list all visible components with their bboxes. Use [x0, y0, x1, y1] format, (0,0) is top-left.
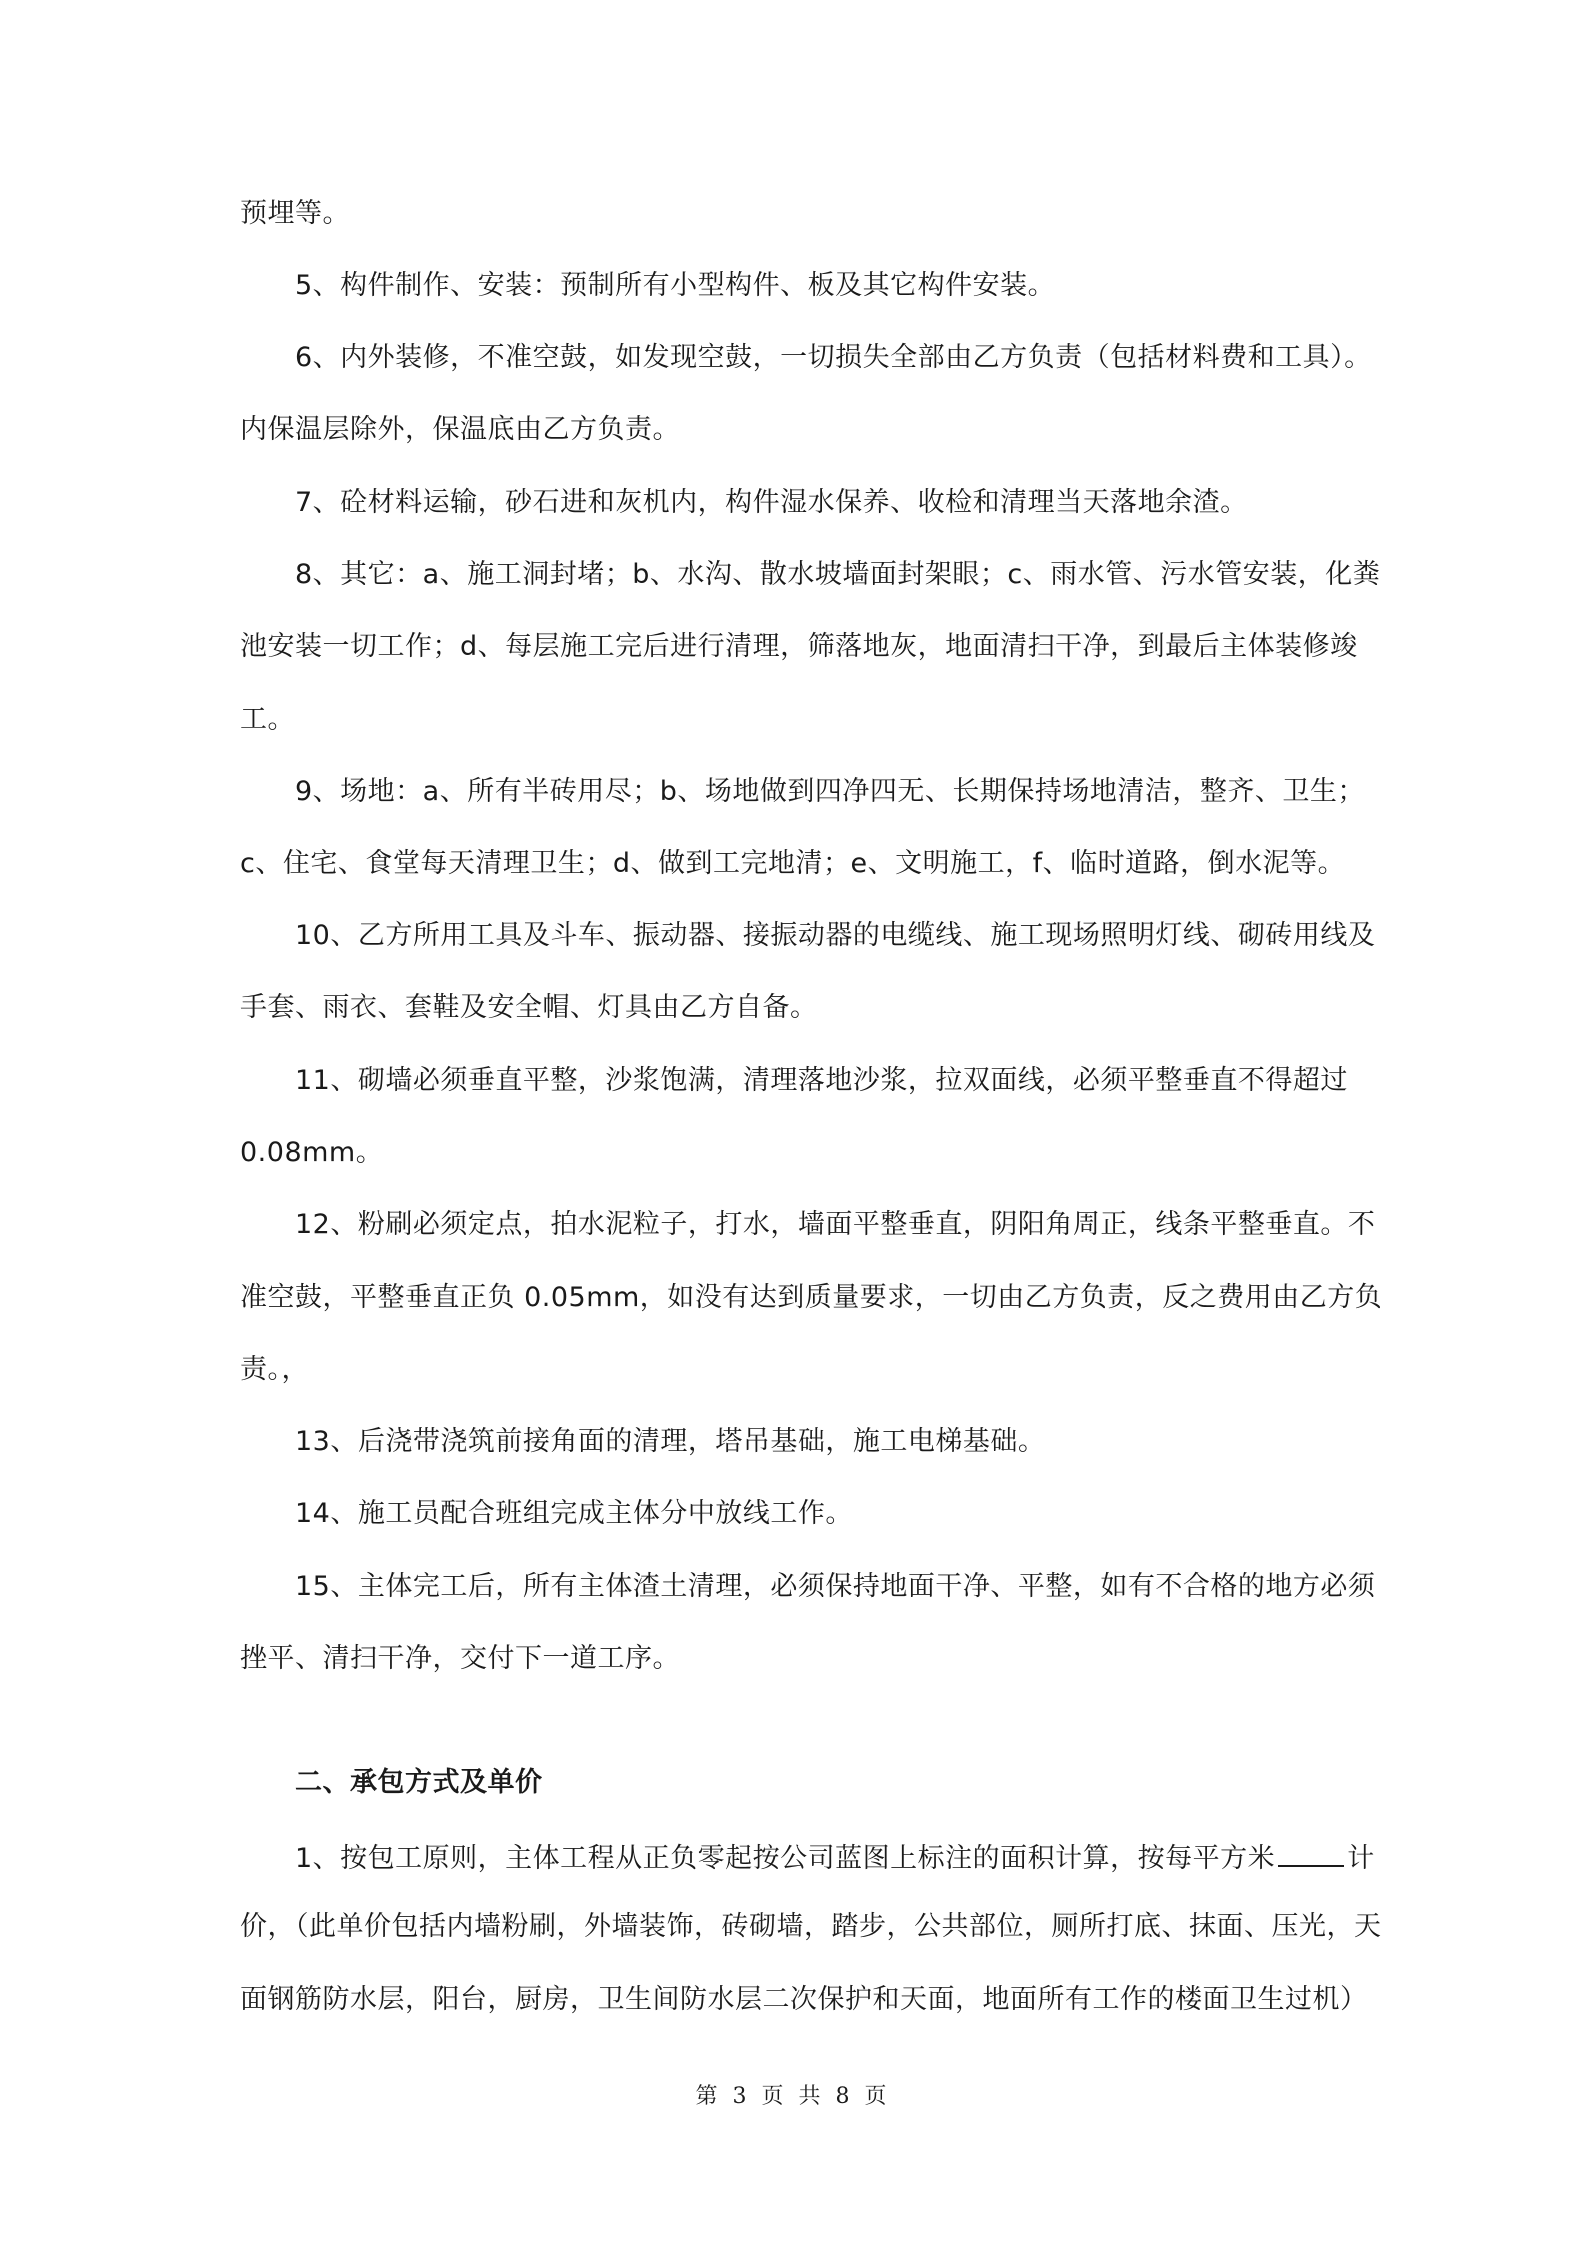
text-line: 10、乙方所用工具及斗车、振动器、接振动器的电缆线、施工现场照明灯线、砌砖用线及 [295, 920, 1376, 951]
text-line: 15、主体完工后，所有主体渣土清理，必须保持地面干净、平整，如有不合格的地方必须 [295, 1571, 1376, 1602]
text-line: 7、砼材料运输，砂石进和灰机内，构件湿水保养、收检和清理当天落地余渣。 [295, 487, 1248, 518]
page-footer: 第 3 页 共 8 页 [695, 2084, 891, 2109]
text-line: 挫平、清扫干净，交付下一道工序。 [240, 1643, 680, 1674]
text-line: 价，（此单价包括内墙粉刷，外墙装饰，砖砌墙，踏步，公共部位，厕所打底、抹面、压光，天 [240, 1911, 1382, 1942]
price-blank-field [1278, 1835, 1344, 1867]
text-line: 9、场地：a、所有半砖用尽；b、场地做到四净四无、长期保持场地清洁，整齐、卫生； [295, 776, 1365, 807]
text-line: 13、后浇带浇筑前接角面的清理，塔吊基础，施工电梯基础。 [295, 1426, 1046, 1457]
text-line: 0.08mm。 [240, 1137, 384, 1168]
text-line: 预埋等。 [240, 198, 350, 229]
pricing-line [295, 1835, 1375, 1879]
text-line: c、住宅、食堂每天清理卫生；d、做到工完地清；e、文明施工，f、临时道路，倒水泥等。 [240, 848, 1346, 879]
text-line: 手套、雨衣、套鞋及安全帽、灯具由乙方自备。 [240, 992, 818, 1023]
text-line: 责。， [240, 1354, 309, 1385]
text-line: 内保温层除外，保温底由乙方负责。 [240, 414, 680, 445]
text-line: 面钢筋防水层，阳台，厨房，卫生间防水层二次保护和天面，地面所有工作的楼面卫生过机） [240, 1984, 1368, 2015]
pricing-text-after: 计 [1347, 1843, 1375, 1874]
text-line: 8、其它：a、施工洞封堵；b、水沟、散水坡墙面封架眼；c、雨水管、污水管安装，化粪 [295, 559, 1381, 590]
text-line: 6、内外装修，不准空鼓，如发现空鼓，一切损失全部由乙方负责（包括材料费和工具）。 [295, 342, 1372, 373]
text-line: 工。 [240, 704, 295, 735]
text-line: 14、施工员配合班组完成主体分中放线工作。 [295, 1498, 853, 1529]
section-heading: 二、承包方式及单价 [295, 1767, 543, 1798]
text-line: 12、粉刷必须定点，拍水泥粒子，打水，墙面平整垂直，阴阳角周正，线条平整垂直。不 [295, 1209, 1376, 1240]
text-line: 5、构件制作、安装：预制所有小型构件、板及其它构件安装。 [295, 270, 1056, 301]
text-line: 准空鼓，平整垂直正负 0.05mm，如没有达到质量要求，一切由乙方负责，反之费用由乙方负 [240, 1282, 1383, 1313]
text-line: 池安装一切工作；d、每层施工完后进行清理，筛落地灰，地面清扫干净，到最后主体装修竣 [240, 631, 1358, 662]
pricing-text-before: 1、按包工原则，主体工程从正负零起按公司蓝图上标注的面积计算，按每平方米 [295, 1843, 1276, 1874]
text-line: 11、砌墙必须垂直平整，沙浆饱满，清理落地沙浆，拉双面线，必须平整垂直不得超过 [295, 1065, 1348, 1096]
